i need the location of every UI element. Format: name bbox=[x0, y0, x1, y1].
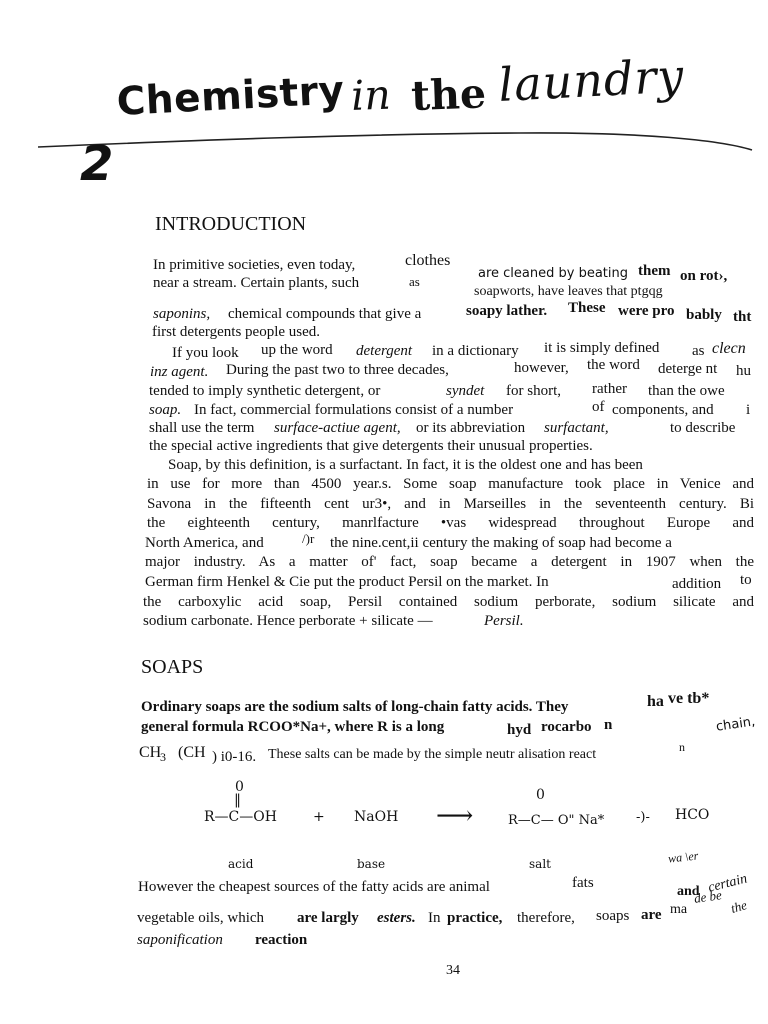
intro-text: hu bbox=[736, 363, 751, 379]
soaps-text: reaction bbox=[255, 932, 308, 948]
equation-minus: -)- bbox=[636, 810, 650, 825]
intro-text: up the word bbox=[261, 342, 333, 358]
soaps-text: saponification bbox=[137, 932, 223, 948]
soaps-text: practice, bbox=[447, 910, 503, 926]
intro-text: chemical compounds that give a bbox=[228, 306, 422, 322]
intro-text: Soap, by this definition, is a surfactant. In fact, it is the oldest one and has been bbox=[168, 457, 643, 473]
intro-text: clecn bbox=[712, 340, 746, 357]
intro-text: however, bbox=[514, 360, 569, 376]
equation-label-acid: acid bbox=[228, 857, 254, 871]
section-heading-introduction: INTRODUCTION bbox=[155, 213, 307, 235]
intro-text: first detergents people used. bbox=[152, 324, 321, 340]
intro-text: the eighteenth century, manrlfacture •vas widespread throughout Europe and bbox=[147, 515, 754, 531]
equation-label-base: base bbox=[357, 857, 386, 871]
soaps-text: are largly bbox=[297, 910, 359, 926]
soaps-text: In bbox=[428, 910, 441, 926]
soaps-text: wa \er bbox=[667, 848, 699, 866]
chapter-title-chemistry: Chemistry bbox=[115, 68, 346, 125]
intro-text: addition bbox=[672, 576, 722, 592]
intro-text: soap. bbox=[149, 402, 182, 418]
intro-text: for short, bbox=[506, 383, 561, 399]
soaps-text: ma bbox=[670, 902, 688, 917]
intro-text: During the past two to three decades, bbox=[226, 362, 449, 378]
soaps-text: soaps bbox=[596, 908, 630, 924]
intro-text: Savona in the fifteenth cent ur3•, and in Marseilles in the seventeenth century. Bi bbox=[147, 496, 754, 512]
chapter-title-the: the bbox=[410, 69, 487, 120]
intro-text: of bbox=[592, 399, 605, 415]
intro-text: tht bbox=[733, 309, 752, 325]
intro-text: sodium carbonate. Hence perborate + silicate — bbox=[143, 613, 433, 629]
soaps-text: Ordinary soaps are the sodium salts of long-chain fatty acids. They bbox=[141, 699, 569, 715]
soaps-text: are bbox=[641, 907, 662, 923]
equation-salt-formula: R—C— O" Na* bbox=[508, 813, 605, 828]
soaps-text: de be bbox=[693, 887, 723, 906]
intro-text: were pro bbox=[618, 303, 675, 319]
intro-text: as bbox=[409, 274, 420, 289]
equation-hco: HCO bbox=[675, 807, 710, 823]
soaps-text: ) i0-16. bbox=[212, 749, 257, 765]
intro-text: or its abbreviation bbox=[416, 420, 526, 436]
equation-arrow: ⟶ bbox=[436, 801, 474, 831]
intro-text: the word bbox=[587, 357, 640, 373]
section-heading-soaps: SOAPS bbox=[141, 656, 204, 678]
soaps-text: n bbox=[679, 740, 685, 754]
intro-text: the nine.cent,ii century the making of soap had become a bbox=[330, 535, 672, 551]
intro-text: inz agent. bbox=[150, 364, 209, 380]
soaps-text: ve tb* bbox=[668, 690, 710, 707]
intro-text: are cleaned by beating bbox=[478, 266, 628, 281]
intro-text: it is simply defined bbox=[544, 340, 660, 356]
intro-text: North America, and bbox=[145, 535, 264, 551]
intro-text: soapy lather. bbox=[466, 303, 548, 319]
equation-acid-formula: R—C—OH bbox=[204, 809, 277, 825]
intro-text: in a dictionary bbox=[432, 343, 519, 359]
intro-text: in use for more than 4500 year.s. Some soap manufacture took place in Venice and bbox=[147, 476, 754, 492]
intro-text: surfactant, bbox=[544, 420, 609, 436]
intro-text: saponins, bbox=[153, 306, 211, 322]
intro-text: components, and bbox=[612, 402, 714, 418]
soaps-text: vegetable oils, which bbox=[137, 910, 265, 926]
intro-text: the carboxylic acid soap, Persil contained sodium perborate, sodium silicate and bbox=[143, 594, 754, 610]
intro-text: the special active ingredients that give detergents their unusual properties. bbox=[149, 438, 593, 454]
intro-text: as bbox=[692, 343, 705, 359]
soaps-text: general formula RCOO*Na+, where R is a long bbox=[141, 719, 445, 735]
soaps-text: ha bbox=[647, 693, 664, 710]
soaps-text: n bbox=[604, 717, 613, 733]
intro-text: on rot›, bbox=[680, 268, 728, 284]
chapter-number: 2 bbox=[80, 136, 114, 192]
soaps-text: (CH bbox=[178, 744, 206, 761]
page-number: 34 bbox=[446, 963, 460, 978]
intro-text: These bbox=[568, 300, 606, 316]
soaps-text: These salts can be made by the simple neutr alisation react bbox=[268, 747, 597, 762]
intro-text: surface-actiue agent, bbox=[274, 420, 401, 436]
intro-text: soapworts, have leaves that ptgqg bbox=[474, 284, 663, 299]
intro-text: In primitive societies, even today, bbox=[153, 257, 356, 273]
soaps-text: However the cheapest sources of the fatty acids are animal bbox=[138, 879, 490, 895]
soaps-text: fats bbox=[572, 875, 594, 891]
equation-double-bond: ‖ bbox=[234, 792, 241, 808]
equation-naoh: NaOH bbox=[354, 809, 399, 825]
soaps-text: CH bbox=[139, 744, 162, 761]
intro-text: In fact, commercial formulations consist of a number bbox=[194, 402, 514, 418]
intro-text: to describe bbox=[670, 420, 736, 436]
intro-text: them bbox=[638, 263, 671, 279]
soaps-text: and bbox=[677, 884, 700, 899]
soaps-text: certain bbox=[706, 871, 749, 896]
soaps-text: hyd bbox=[507, 722, 532, 738]
intro-text: rather bbox=[592, 381, 627, 397]
intro-text: tended to imply synthetic detergent, or bbox=[149, 383, 381, 399]
chapter-title-laundry: laundry bbox=[497, 48, 686, 112]
equation-carbonyl-oxygen: 0 bbox=[235, 779, 244, 795]
soaps-text: esters. bbox=[377, 910, 416, 926]
intro-text: near a stream. Certain plants, such bbox=[153, 275, 360, 291]
intro-text: Persil. bbox=[484, 613, 524, 629]
intro-text: syndet bbox=[446, 383, 485, 399]
intro-text: /)r bbox=[302, 531, 315, 546]
equation-salt-oxygen: 0 bbox=[536, 787, 545, 803]
intro-text: than the owe bbox=[648, 383, 725, 399]
intro-text: If you look bbox=[172, 345, 239, 361]
intro-text: deterge nt bbox=[658, 361, 718, 377]
intro-text: clothes bbox=[405, 252, 451, 269]
soaps-text: the bbox=[729, 897, 749, 916]
intro-text: to bbox=[740, 572, 752, 588]
soaps-text: rocarbo bbox=[541, 719, 592, 735]
intro-text: major industry. As a matter of' fact, soap became a detergent in 1907 when the bbox=[145, 554, 754, 570]
intro-text: German firm Henkel & Cie put the product Persil on the market. In bbox=[145, 574, 549, 590]
intro-text: bably bbox=[686, 307, 722, 323]
equation-label-salt: salt bbox=[529, 857, 551, 871]
intro-text: shall use the term bbox=[149, 420, 255, 436]
soaps-text: 3 bbox=[160, 750, 166, 764]
soaps-text: therefore, bbox=[517, 910, 575, 926]
soaps-text: chain, bbox=[715, 714, 757, 735]
intro-text: i bbox=[746, 402, 751, 418]
equation-plus: + bbox=[313, 809, 325, 825]
intro-text: detergent bbox=[356, 343, 413, 359]
chapter-title-in: in bbox=[350, 70, 392, 120]
